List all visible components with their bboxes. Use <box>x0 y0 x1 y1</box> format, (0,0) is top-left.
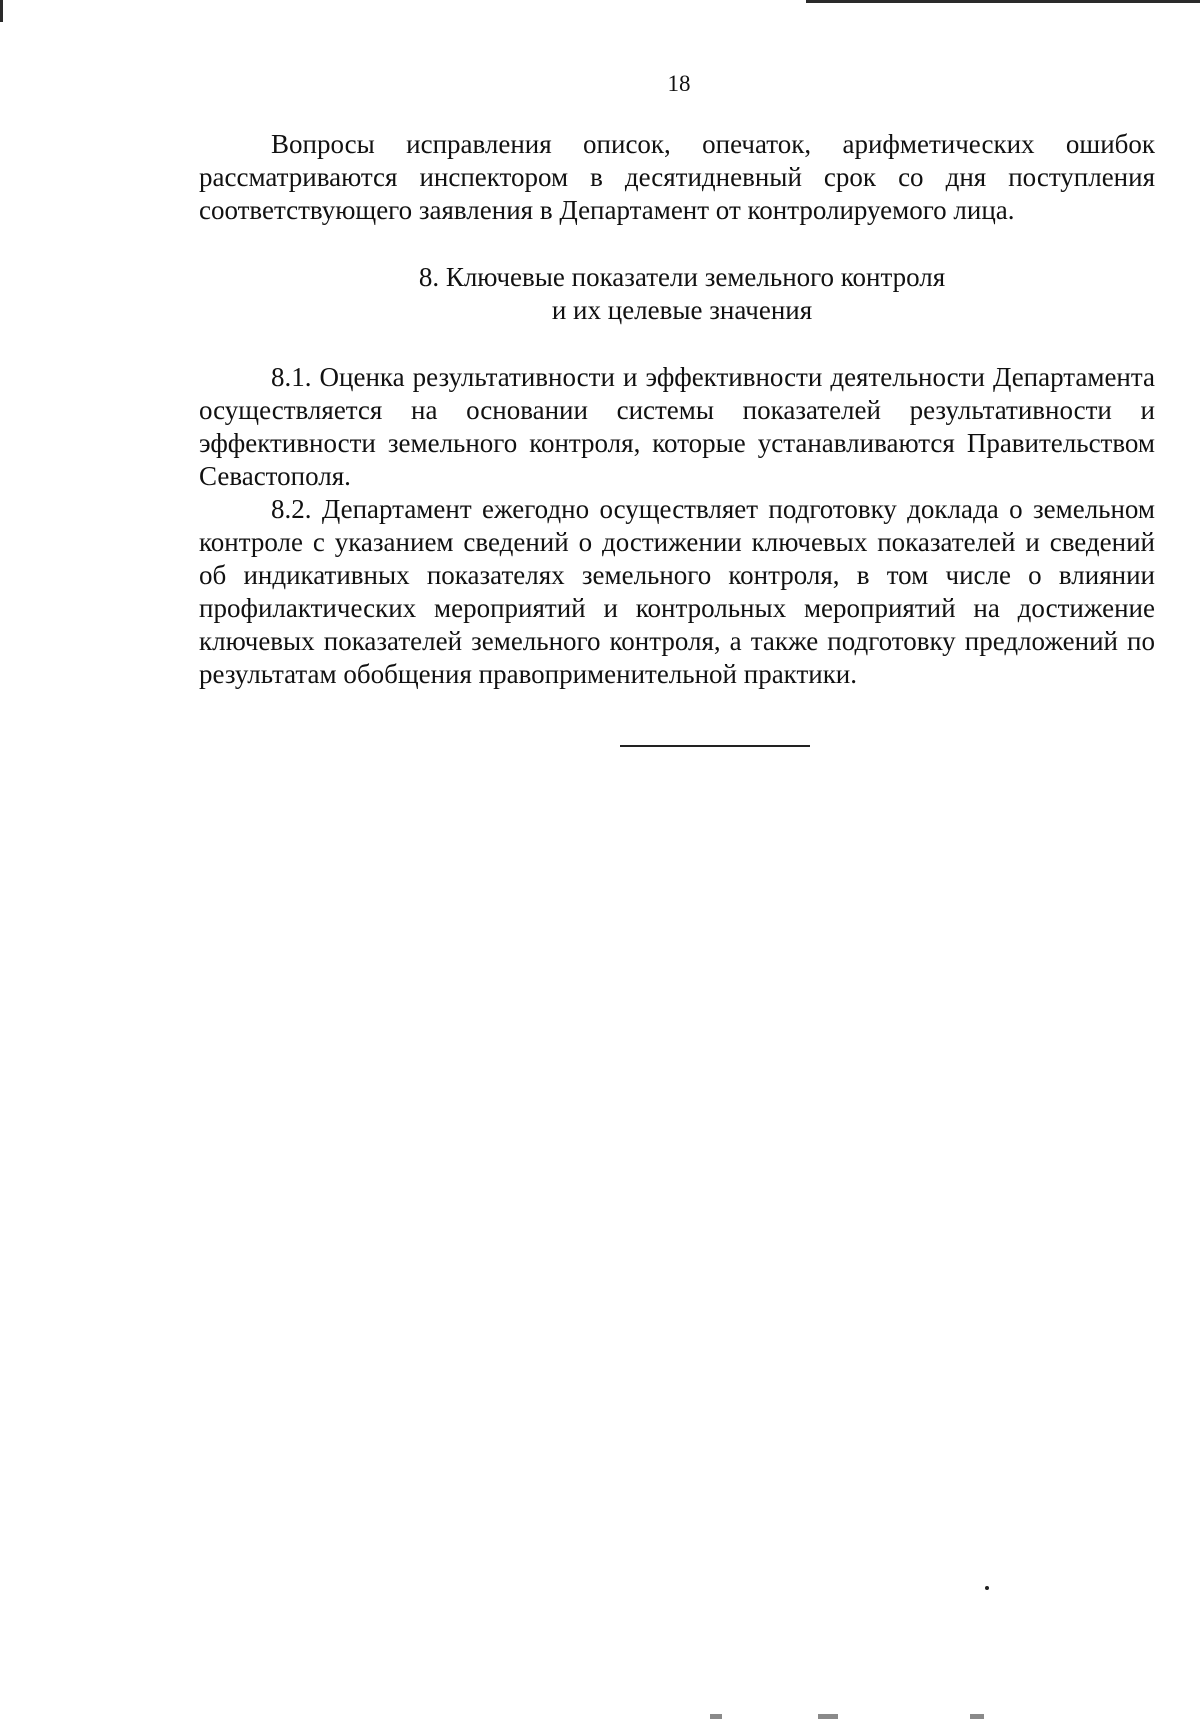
end-divider-line <box>620 745 810 747</box>
scan-edge-mark-top <box>806 0 1200 3</box>
page-number: 18 <box>667 71 691 96</box>
scan-edge-mark-bottom <box>700 1714 1000 1719</box>
paragraph-8-2: 8.2. Департамент ежегодно осуществляет подготовку доклада о земельном контроле с указанием сведений о достижении ключевых показателей и сведений об индикативных показателях земельного контроля, в том числе о влиянии профилактических мероприятий и контрольных мероприятий на достижение ключевых показателей земельного контроля, а также подготовку предложений по результатам обобщения правоприменительной практики. <box>199 494 1155 689</box>
section-heading-line-2: и их целевые значения <box>551 295 813 325</box>
section-heading-line-1: 8. Ключевые показатели земельного контроля <box>418 262 946 292</box>
scan-edge-mark-left <box>0 0 3 22</box>
section-heading <box>199 261 1155 327</box>
scan-speck <box>985 1586 989 1590</box>
document-body <box>199 128 1155 691</box>
paragraph-8-1: 8.1. Оценка результативности и эффективности деятельности Департамента осуществляется на основании системы показателей результативности и эффективности земельного контроля, которые устанавливаются Правительством Севастополя. <box>199 362 1155 491</box>
intro-paragraph: Вопросы исправления описок, опечаток, арифметических ошибок рассматриваются инспектором в десятидневный срок со дня поступления соответствующего заявления в Департамент от контролируемого лица. <box>199 129 1155 225</box>
